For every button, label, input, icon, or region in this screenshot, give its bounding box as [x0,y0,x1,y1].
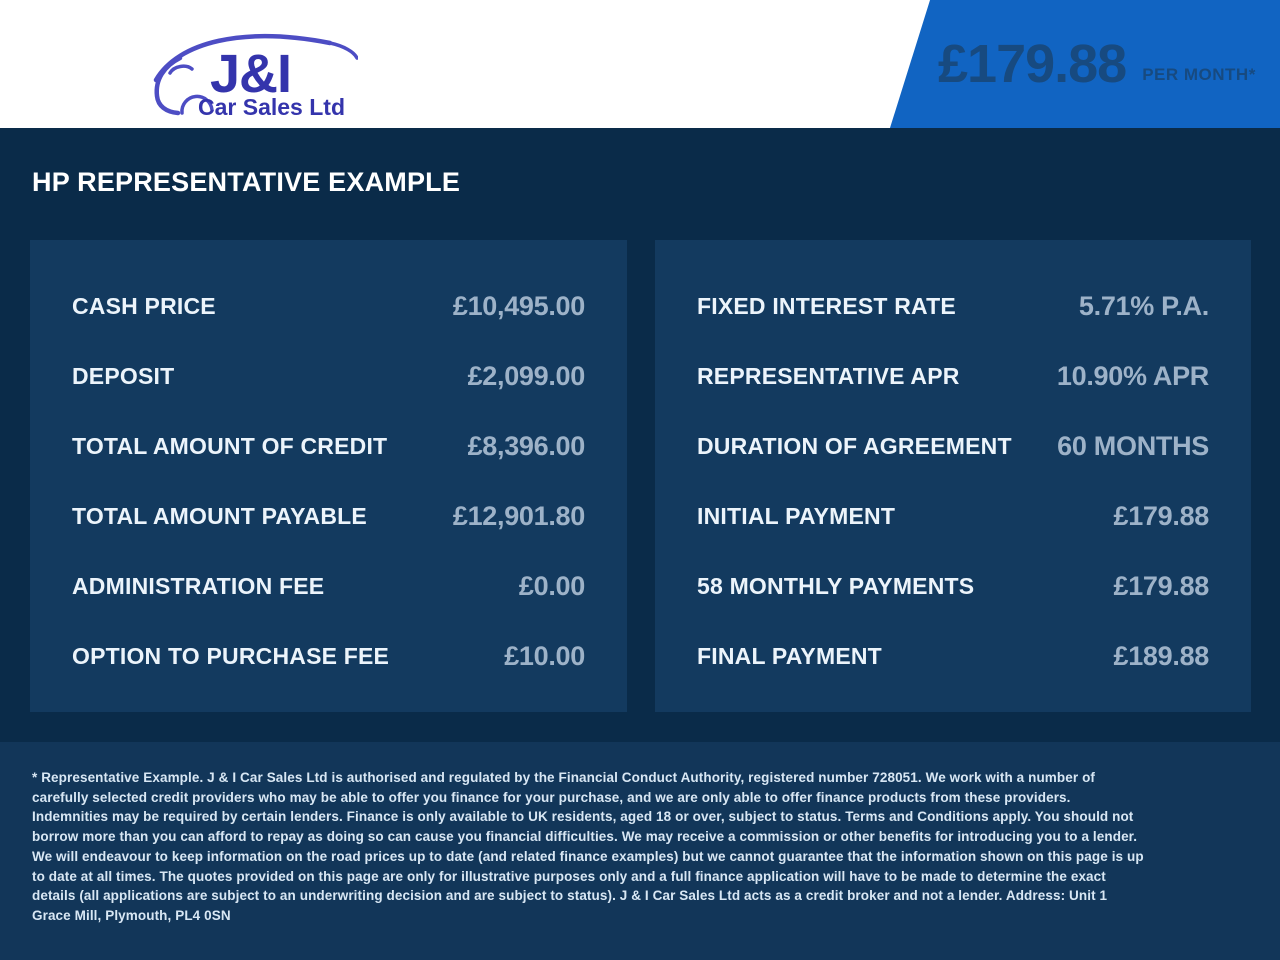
finance-row-label: TOTAL AMOUNT OF CREDIT [72,432,388,459]
finance-row-value: £2,099.00 [467,360,585,391]
logo[interactable] [148,16,358,120]
finance-panel-right [655,240,1251,712]
finance-panel-left [30,240,627,712]
finance-row [72,551,585,621]
finance-row-value: £0.00 [518,570,585,601]
header [0,0,1280,128]
finance-row-label: OPTION TO PURCHASE FEE [72,642,390,669]
finance-row-value: £189.88 [1113,640,1209,671]
finance-row [697,481,1209,551]
monthly-price-amount: £179.88 [938,34,1127,94]
disclaimer-text: * Representative Example. J & I Car Sales Ltd is authorised and regulated by the Financial Conduct Authority, registered number 728051. We work with a number of carefully selected credit providers who may be able to offer you finance for your purchase, and we are only able to offer finance products from these providers. Indemnities may be required by certain lenders. Finance is only available to UK residents, aged 18 or over, subject to status. Terms and Conditions apply. You should not borrow more than you can afford to repay as doing so can cause you financial difficulties. We may receive a commission or other benefits for introducing you to a lender. We will endeavour to keep information on the road prices up to date (and related finance examples) but we cannot guarantee that the information shown on this page is up to date at all times. The quotes provided on this page are only for illustrative purposes only and a full finance application will have to be made to determine the exact details (all applications are subject to an underwriting decision and are subject to status). J & I Car Sales Ltd acts as a credit broker and not a lender. Address: Unit 1 Grace Mill, Plymouth, PL4 0SN [32,770,1144,923]
finance-row [72,621,585,691]
finance-row-value: 10.90% APR [1056,360,1209,391]
finance-row-label: REPRESENTATIVE APR [697,362,960,389]
finance-row [72,341,585,411]
finance-row-value: £10,495.00 [452,290,585,321]
price-row [938,0,1256,128]
finance-row-value: £10.00 [504,640,585,671]
finance-row-value: 5.71% P.A. [1078,290,1209,321]
finance-row [697,411,1209,481]
finance-row-label: CASH PRICE [72,292,216,319]
finance-row [72,481,585,551]
footer [0,742,1280,960]
finance-row-label: INITIAL PAYMENT [697,502,896,529]
car-outline-icon [148,16,358,120]
finance-row-label: TOTAL AMOUNT PAYABLE [72,502,367,529]
finance-row-label: 58 MONTHLY PAYMENTS [697,572,975,599]
finance-row [697,551,1209,621]
finance-row [697,341,1209,411]
logo-brand-text: J&I [210,44,292,104]
logo-subtitle-text: Car Sales Ltd [198,94,345,120]
finance-row-value: 60 MONTHS [1057,430,1209,461]
finance-row-label: ADMINISTRATION FEE [72,572,325,599]
finance-row-label: DEPOSIT [72,362,175,389]
finance-row-value: £179.88 [1113,500,1209,531]
finance-row-label: DURATION OF AGREEMENT [697,432,1012,459]
monthly-price-period: PER MONTH* [1142,65,1256,84]
finance-row [72,411,585,481]
finance-row-label: FIXED INTEREST RATE [697,292,956,319]
finance-row [697,271,1209,341]
finance-row-value: £8,396.00 [467,430,585,461]
finance-row-value: £12,901.80 [452,500,585,531]
finance-row-value: £179.88 [1113,570,1209,601]
finance-row [697,621,1209,691]
finance-row-label: FINAL PAYMENT [697,642,882,669]
finance-row [72,271,585,341]
page-title: HP REPRESENTATIVE EXAMPLE [32,167,461,197]
